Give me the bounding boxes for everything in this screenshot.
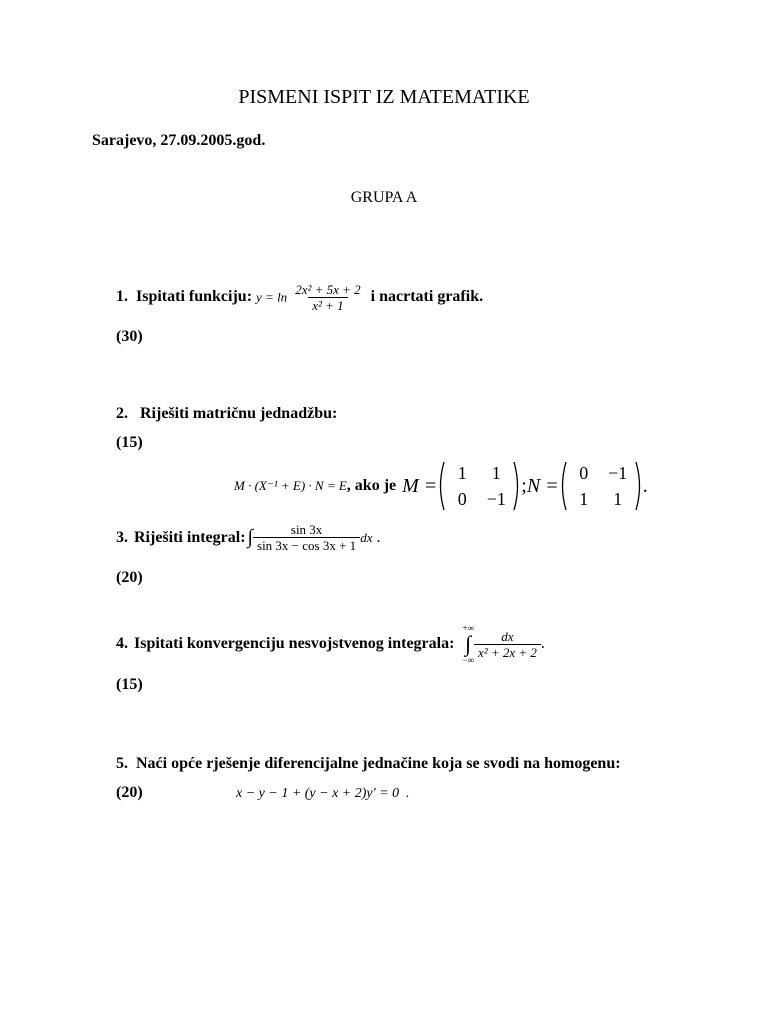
problem-4-denominator: x² + 2x + 2: [474, 644, 541, 660]
problem-2-text: Riješiti matričnu jednadžbu:: [140, 405, 338, 422]
problem-3-end: .: [376, 528, 381, 546]
problem-4-numerator: dx: [501, 628, 514, 644]
group-label: GRUPA A: [350, 189, 418, 206]
matrix-m-cell: −1: [486, 489, 506, 509]
matrix-n-left-paren: [559, 461, 567, 511]
matrix-m: [445, 462, 513, 510]
matrix-n-label: N =: [526, 474, 559, 497]
problem-5-points: (20): [116, 784, 143, 801]
problem-2-equation-line: [234, 458, 648, 514]
problem-2-number: 2.: [116, 405, 128, 422]
problem-1-points: (30): [116, 328, 143, 345]
problem-4-points: (15): [116, 676, 143, 693]
problem-3-text: Riješiti integral:: [134, 528, 246, 546]
page-title: PISMENI ISPIT IZ MATEMATIKE: [238, 86, 530, 108]
problem-5-equation-line: [236, 786, 409, 802]
problem-2-equation: M · (X⁻¹ + E) · N = E: [234, 478, 347, 493]
problem-5-equation: x − y − 1 + (y − x + 2)y′ = 0: [236, 786, 400, 801]
matrix-m-label: M =: [402, 474, 438, 497]
problem-3-numerator: sin 3x: [290, 522, 323, 537]
problem-3-number: 3.: [116, 528, 128, 546]
problem-4-number: 4.: [116, 635, 128, 652]
problem-4: [116, 622, 545, 666]
problem-1-formula-prefix: y = ln: [256, 289, 288, 305]
matrix-n-cell: 0: [579, 463, 589, 483]
upper-limit: +∞: [462, 623, 474, 633]
problem-5-end: .: [405, 786, 410, 801]
date-line: Sarajevo, 27.09.2005.god.: [92, 132, 266, 149]
problem-3: [116, 522, 380, 553]
problem-5: [116, 755, 621, 773]
improper-integral: [462, 622, 474, 666]
problem-2-connector: , ako je: [346, 477, 397, 494]
matrix-n-cell: −1: [608, 463, 628, 483]
problem-2-end: .: [642, 474, 648, 497]
matrix-separator: ;: [521, 474, 527, 497]
problem-1-text: Ispitati funkciju:: [136, 288, 253, 306]
problem-4-end: .: [540, 635, 545, 652]
problem-1-suffix: i nacrtati grafik.: [370, 288, 484, 306]
problem-2: [116, 405, 337, 423]
problem-4-fraction: [474, 629, 541, 660]
problem-1: [116, 282, 483, 313]
problem-4-text: Ispitati konvergenciju nesvojstvenog integrala:: [134, 635, 455, 652]
integral-sign: ∫: [247, 526, 254, 548]
problem-1-number: 1.: [116, 288, 128, 306]
matrix-n-cell: 1: [613, 489, 623, 509]
problem-3-denominator: sin 3x − cos 3x + 1: [253, 537, 360, 553]
matrix-n-right-paren: [635, 461, 643, 511]
matrix-m-cell: 1: [491, 463, 501, 483]
problem-2-points: (15): [116, 434, 143, 451]
integral-sign: ∫: [465, 631, 472, 656]
problem-3-differential: dx: [360, 529, 373, 545]
problem-5-text: Naći opće rješenje diferencijalne jednačine koja se svodi na homogenu:: [136, 755, 621, 772]
lower-limit: −∞: [462, 655, 474, 665]
problem-1-numerator: 2x² + 5x + 2: [295, 282, 361, 297]
problem-1-fraction: [291, 282, 364, 313]
problem-1-denominator: x² + 1: [308, 297, 347, 313]
matrix-m-left-paren: [437, 461, 445, 511]
problem-5-number: 5.: [116, 755, 128, 772]
matrix-n: [567, 462, 635, 510]
matrix-m-right-paren: [513, 461, 521, 511]
problem-3-fraction: [253, 522, 360, 553]
matrix-n-cell: 1: [579, 489, 589, 509]
matrix-m-cell: 1: [457, 463, 467, 483]
problem-3-points: (20): [116, 569, 143, 586]
matrix-m-cell: 0: [457, 489, 467, 509]
